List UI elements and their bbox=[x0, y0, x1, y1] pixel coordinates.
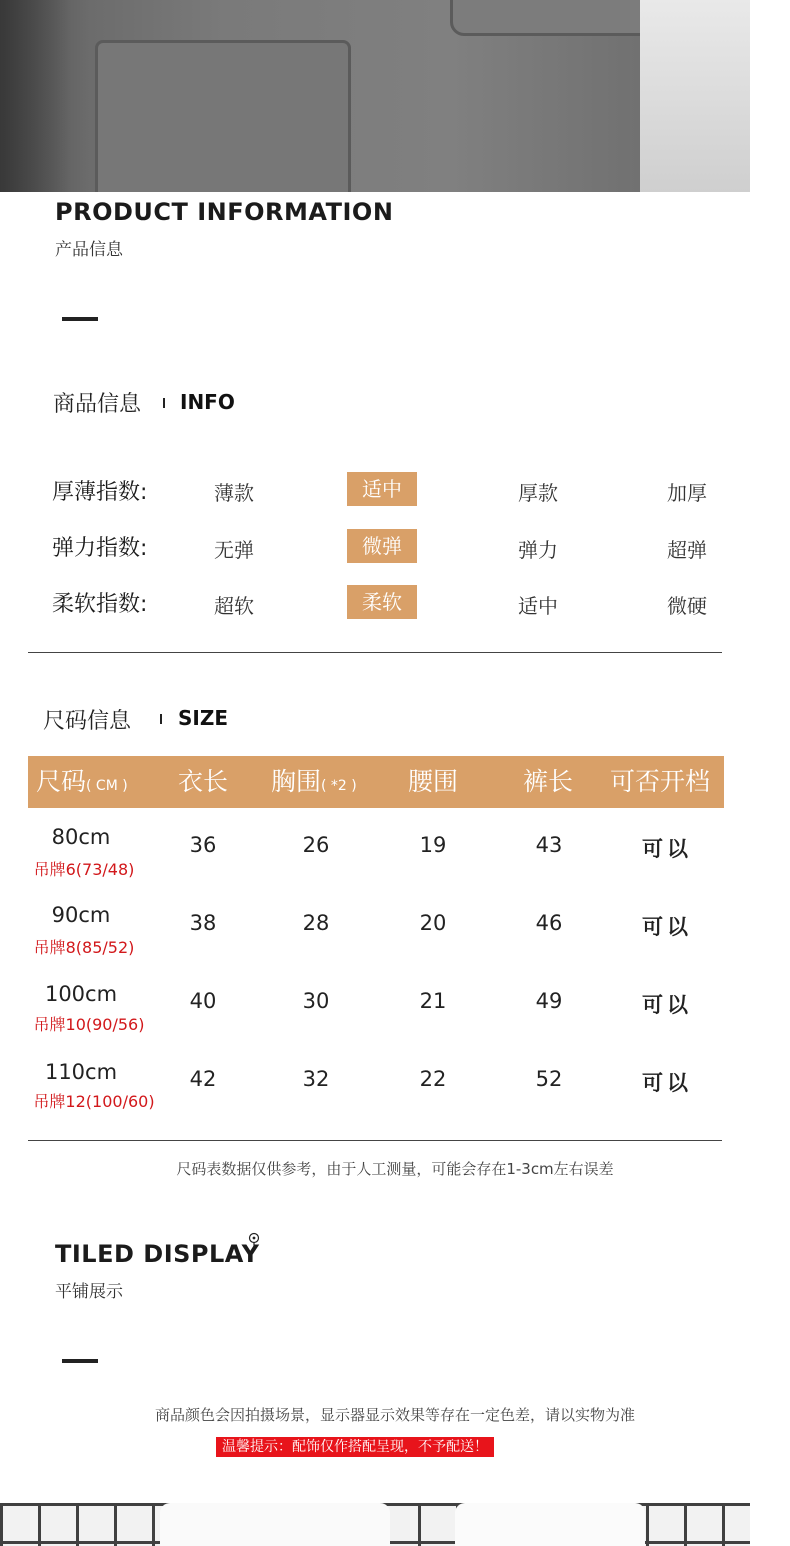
index-option: 厚款 bbox=[518, 481, 558, 505]
header-waist: 腰围 bbox=[408, 767, 459, 796]
size-value: 90cm bbox=[51, 903, 111, 927]
size-note: 尺码表数据仅供参考，由于人工测量，可能会存在1-3cm左右误差 bbox=[176, 1160, 614, 1178]
size-tag: 吊牌10(90/56) bbox=[33, 1015, 145, 1034]
tiled-title-en: TILED DISPLAY bbox=[55, 1240, 260, 1268]
chest-value: 32 bbox=[302, 1067, 330, 1091]
length-value: 40 bbox=[189, 989, 217, 1013]
length-value: 42 bbox=[189, 1067, 217, 1091]
size-title-separator bbox=[160, 714, 162, 724]
pants-value: 52 bbox=[535, 1067, 563, 1091]
garment-shape bbox=[455, 1503, 645, 1546]
photo-background bbox=[640, 0, 750, 192]
header-crotch: 可否开档 bbox=[610, 767, 711, 796]
index-option-selected: 柔软 bbox=[347, 585, 417, 619]
index-option: 微硬 bbox=[667, 594, 707, 618]
size-value: 80cm bbox=[51, 825, 111, 849]
crotch-value: 可以 bbox=[642, 915, 692, 939]
crotch-value: 可以 bbox=[642, 837, 692, 861]
index-label: 弹力指数: bbox=[52, 536, 148, 561]
header-chest: 胸围( *2 ) bbox=[271, 767, 357, 796]
warning-banner: 温馨提示：配饰仅作搭配呈现，不予配送！ bbox=[216, 1437, 494, 1457]
size-table-header bbox=[28, 756, 724, 808]
waist-value: 19 bbox=[419, 833, 447, 857]
chest-value: 28 bbox=[302, 911, 330, 935]
divider bbox=[28, 1140, 722, 1141]
section-dash bbox=[62, 317, 98, 321]
header-pants: 裤长 bbox=[523, 767, 574, 796]
size-title-cn: 尺码信息 bbox=[43, 709, 132, 734]
length-value: 38 bbox=[189, 911, 217, 935]
crotch-value: 可以 bbox=[642, 993, 692, 1017]
size-tag: 吊牌12(100/60) bbox=[33, 1092, 155, 1111]
garment-shape bbox=[160, 1503, 390, 1546]
pants-value: 46 bbox=[535, 911, 563, 935]
header-size: 尺码( CM ) bbox=[36, 767, 128, 796]
crotch-value: 可以 bbox=[642, 1071, 692, 1095]
flower-icon bbox=[246, 1232, 262, 1248]
info-title-separator bbox=[163, 398, 165, 408]
index-option: 超弹 bbox=[667, 538, 707, 562]
divider bbox=[28, 652, 722, 653]
pants-value: 49 bbox=[535, 989, 563, 1013]
header-length: 衣长 bbox=[178, 767, 229, 796]
index-option: 适中 bbox=[518, 594, 558, 618]
index-option: 无弹 bbox=[214, 538, 254, 562]
index-option: 加厚 bbox=[667, 481, 707, 505]
index-option-selected: 适中 bbox=[347, 472, 417, 506]
index-option-selected: 微弹 bbox=[347, 529, 417, 563]
size-tag: 吊牌8(85/52) bbox=[33, 938, 135, 957]
color-note: 商品颜色会因拍摄场景，显示器显示效果等存在一定色差，请以实物为准 bbox=[154, 1406, 635, 1424]
size-tag: 吊牌6(73/48) bbox=[33, 860, 135, 879]
info-title-en: INFO bbox=[180, 390, 235, 414]
section-dash bbox=[62, 1359, 98, 1363]
chest-value: 26 bbox=[302, 833, 330, 857]
length-value: 36 bbox=[189, 833, 217, 857]
pants-value: 43 bbox=[535, 833, 563, 857]
index-option: 超软 bbox=[214, 594, 254, 618]
product-photo-bottom bbox=[0, 1503, 750, 1546]
size-value: 110cm bbox=[44, 1060, 118, 1084]
index-option: 弹力 bbox=[518, 538, 558, 562]
section-title-cn: 产品信息 bbox=[55, 240, 123, 260]
chest-value: 30 bbox=[302, 989, 330, 1013]
index-option: 薄款 bbox=[214, 481, 254, 505]
section-title-en: PRODUCT INFORMATION bbox=[55, 198, 394, 226]
tiled-title-cn: 平铺展示 bbox=[55, 1282, 123, 1302]
index-label: 厚薄指数: bbox=[52, 480, 148, 505]
size-title-en: SIZE bbox=[178, 706, 229, 730]
index-label: 柔软指数: bbox=[52, 592, 148, 617]
pocket-shape bbox=[95, 40, 351, 192]
waist-value: 22 bbox=[419, 1067, 447, 1091]
product-photo-top bbox=[0, 0, 750, 192]
size-value: 100cm bbox=[44, 982, 118, 1006]
photo-shadow bbox=[0, 0, 70, 192]
waist-value: 21 bbox=[419, 989, 447, 1013]
info-title-cn: 商品信息 bbox=[53, 392, 142, 417]
waist-value: 20 bbox=[419, 911, 447, 935]
